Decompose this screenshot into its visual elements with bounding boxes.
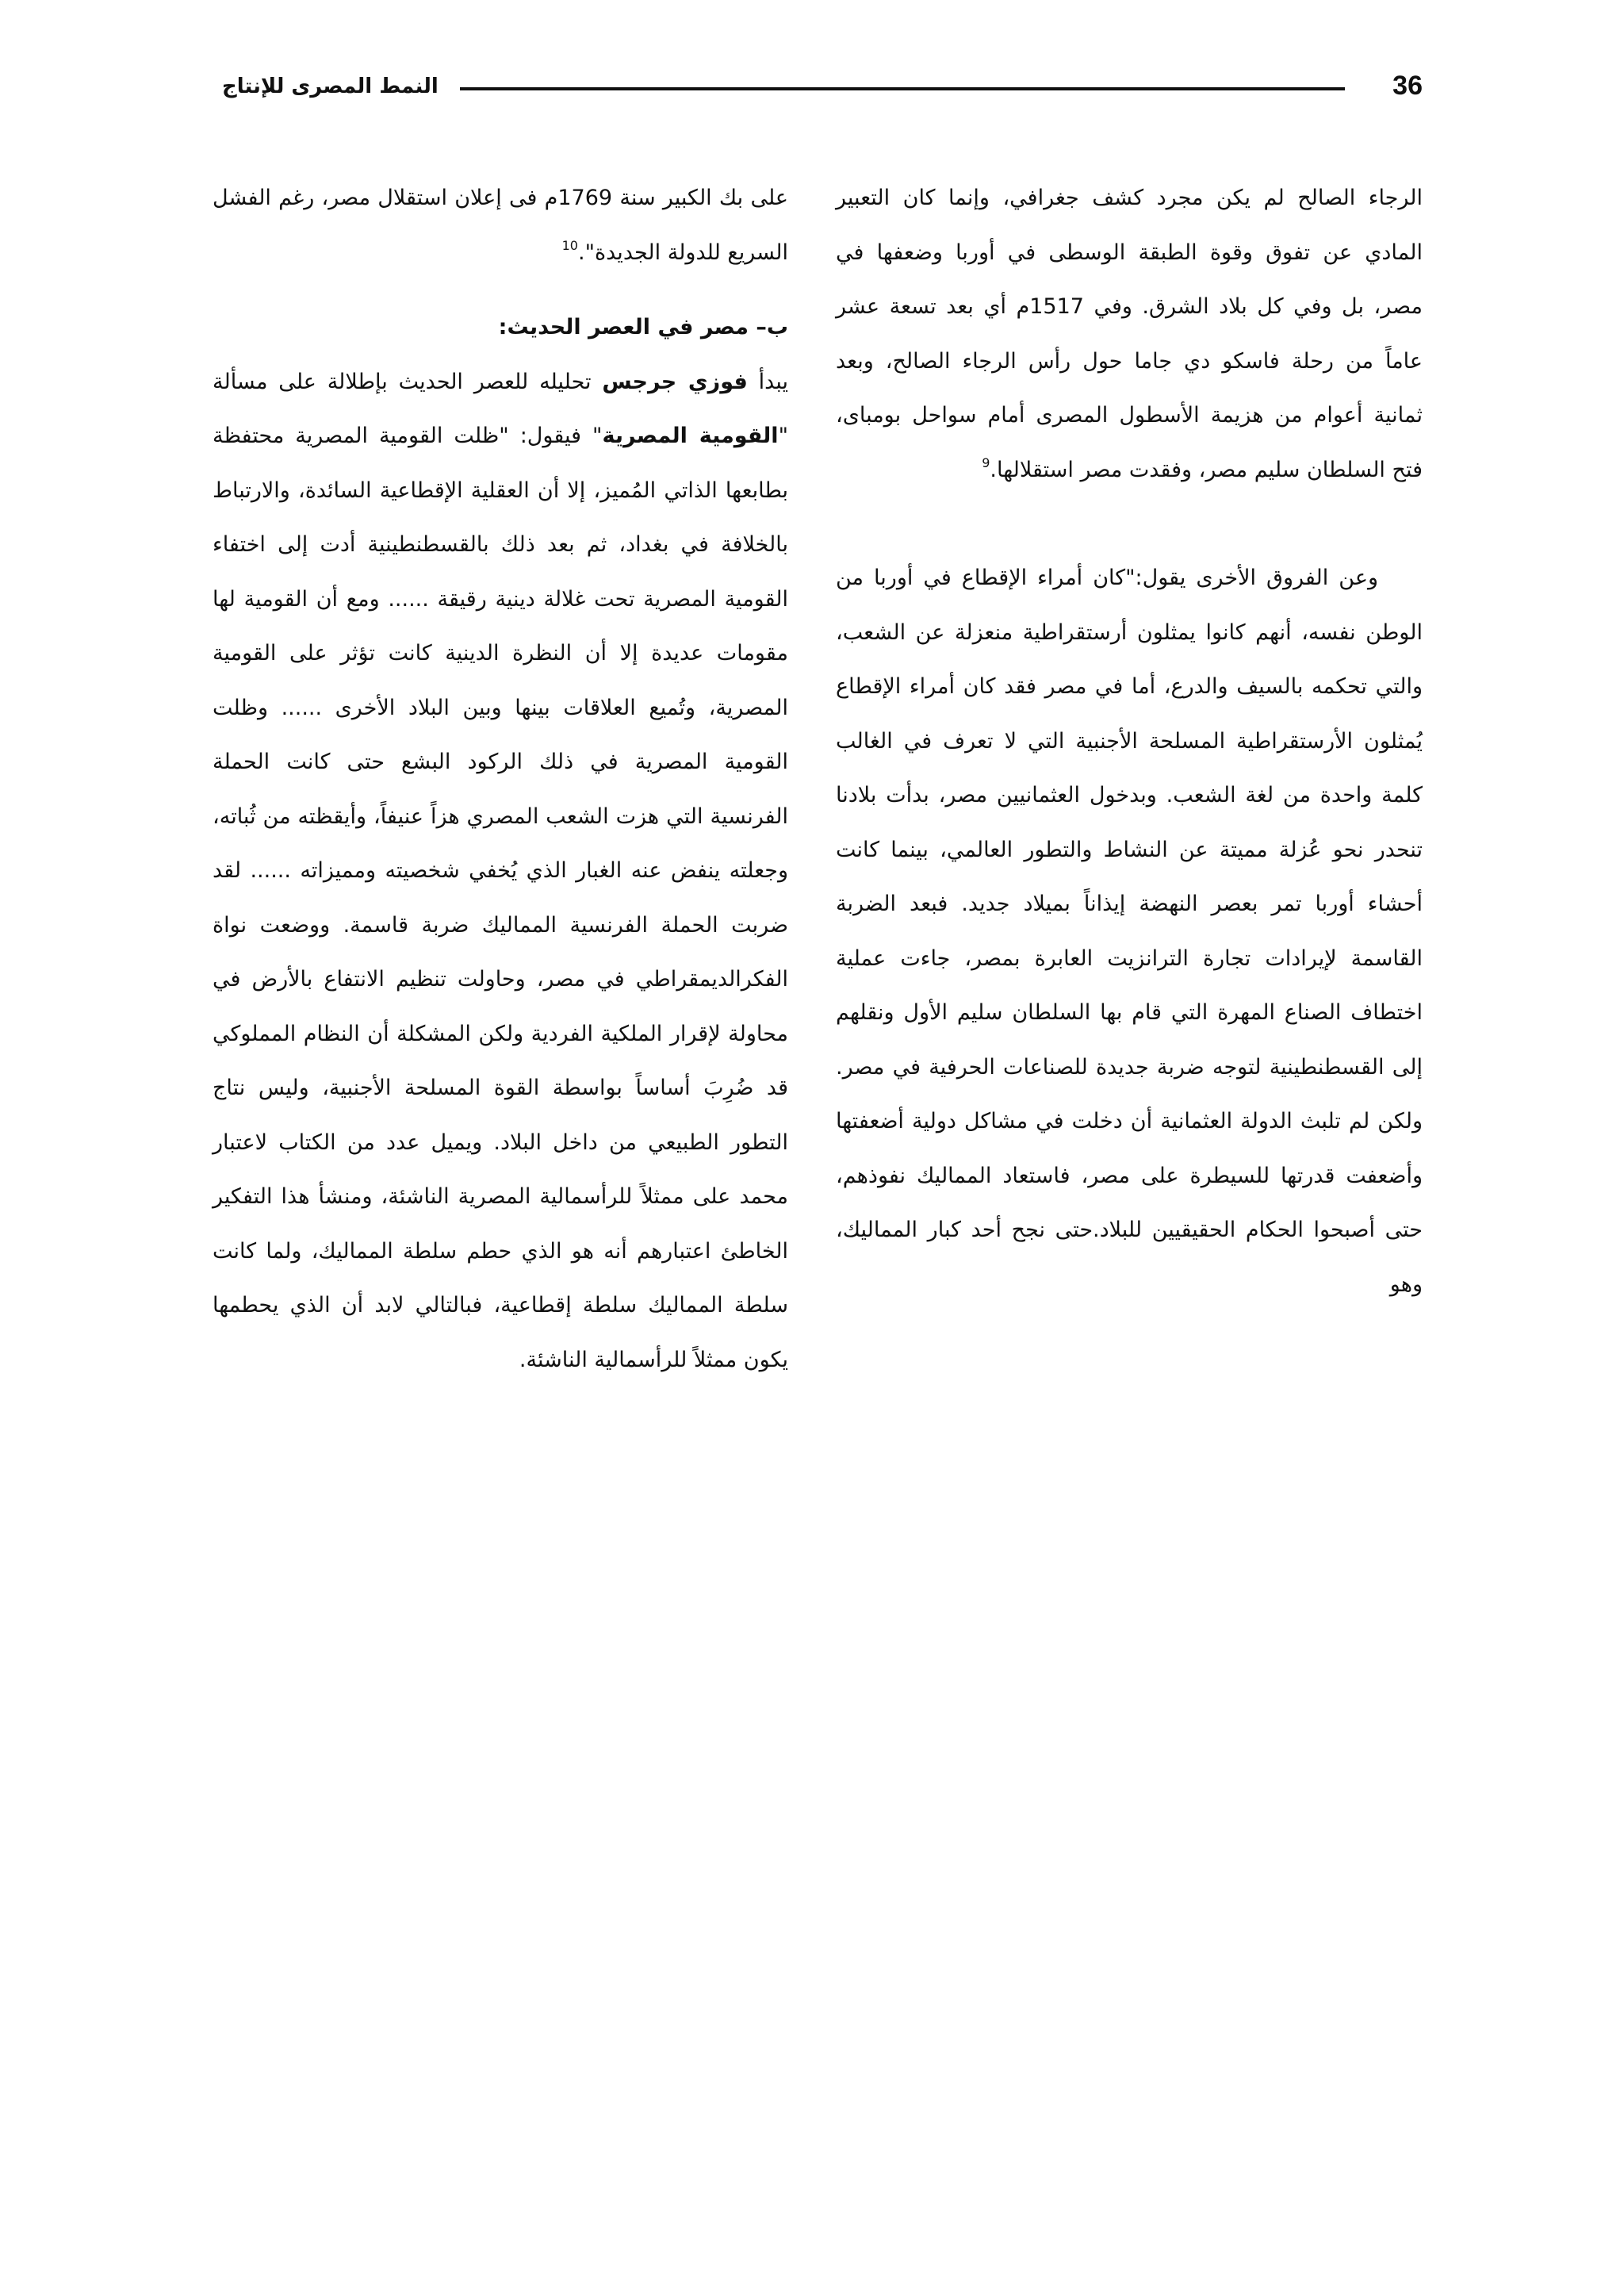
running-title: النمط المصرى للإنتاج: [222, 65, 446, 108]
paragraph-text: تحليله للعصر الحديث بإطلالة على مسألة ": [213, 369, 788, 448]
paragraph-text: يبدأ: [758, 369, 788, 394]
page-number: 36: [1385, 63, 1423, 108]
right-column: [836, 171, 1423, 1312]
paragraph: وعن الفروق الأخرى يقول:"كان أمراء الإقطاع في أوربا من الوطن نفسه، أنهم كانوا يمثلون أرستقراطية منعزلة عن الشعب، والتي تحكمه بالسيف والدرع، أما في مصر فقد كان أمراء الإقطاع يُمثلون الأرستقراطية المسلحة الأجنبية التي لا تعرف في الغالب كلمة واحدة من لغة الشعب. وبدخول العثمانيين مصر، بدأت بلادنا تنحدر نحو عُزلة مميتة عن النشاط والتطور العالمي، بينما كانت أحشاء أوربا تمر بعصر النهضة إيذاناً بميلاد جديد. فبعد الضربة القاسمة لإيرادات تجارة الترانزيت العابرة بمصر، جاءت عملية اختطاف الصناع المهرة التي قام بها السلطان سليم الأول ونقلهم إلى القسطنطينية لتوجه ضربة جديدة للصناعات الحرفية في مصر. ولكن لم تلبث الدولة العثمانية أن دخلت في مشاكل دولية أضعفتها وأضعفت قدرتها للسيطرة على مصر، فاستعاد المماليك نفوذهم، حتى أصبحوا الحكام الحقيقيين للبلاد.حتى نجح أحد كبار المماليك، وهو: [836, 566, 1423, 1297]
paragraph-text: الرجاء الصالح لم يكن مجرد كشف جغرافي، وإنما كان التعبير المادي عن تفوق وقوة الطبقة الوسطى في أوربا وضعفها في مصر، بل وفي كل بلاد الشرق. وفي 1517م أي بعد تسعة عشر عاماً من رحلة فاسكو دي جاما حول رأس الرجاء الصالح، وبعد ثمانية أعوام من هزيمة الأسطول المصرى أمام سواحل بومباى، فتح السلطان سليم مصر، وفقدت مصر استقلالها.: [836, 186, 1423, 482]
paragraph: [213, 355, 788, 1388]
footnote-marker: 9: [982, 455, 990, 470]
section-subheading: ب– مصر في العصر الحديث:: [498, 315, 788, 339]
paragraph-text: على بك الكبير سنة 1769م فى إعلان استقلال مصر، رغم الفشل السريع للدولة الجديدة".: [213, 186, 788, 265]
footnote-marker: 10: [561, 237, 578, 253]
paragraph: [836, 171, 1423, 497]
left-column: [213, 171, 788, 1387]
author-name: فوزي جرجس: [602, 369, 748, 394]
header-rule: [460, 87, 1345, 90]
key-term: القومية المصرية: [602, 424, 779, 448]
paragraph-text: " فيقول: "ظلت القومية المصرية محتفظة بطابعها الذاتي المُميز، إلا أن العقلية الإقطاعية السائدة، والارتباط بالخلافة في بغداد، ثم بعد ذلك بالقسطنطينية أدت إلى اختفاء القومية المصرية تحت غلالة دينية رقيقة ...... ومع أن القومية لها مقومات عديدة إلا أن النظرة الدينية كانت تؤثر على القومية المصرية، وتُميع العلاقات بينها وبين البلاد الأخرى ...... وظلت القومية المصرية في ذلك الركود البشع حتى كانت الحملة الفرنسية التي هزت الشعب المصري هزاً عنيفاً، وأيقظته من ثُباته، وجعلته ينفض عنه الغبار الذي يُخفي شخصيته ومميزاته ...... لقد ضربت الحملة الفرنسية المماليك ضربة قاسمة. ووضعت نواة الفكرالديمقراطي في مصر، وحاولت تنظيم الانتفاع بالأرض في محاولة لإقرار الملكية الفردية ولكن المشكلة أن النظام المملوكي قد ضُرِبَ أساساً بواسطة القوة المسلحة الأجنبية، وليس نتاج التطور الطبيعي من داخل البلاد. ويميل عدد من الكتاب لاعتبار محمد على ممثلاً للرأسمالية المصرية الناشئة، ومنشأ هذا التفكير الخاطئ اعتبارهم أنه هو الذي حطم سلطة المماليك، ولما كانت سلطة المماليك سلطة إقطاعية، فبالتالي لابد أن الذي يحطمها يكون ممثلاً للرأسمالية الناشئة.: [213, 424, 788, 1372]
page-header: [222, 62, 1423, 109]
paragraph: [213, 171, 788, 280]
